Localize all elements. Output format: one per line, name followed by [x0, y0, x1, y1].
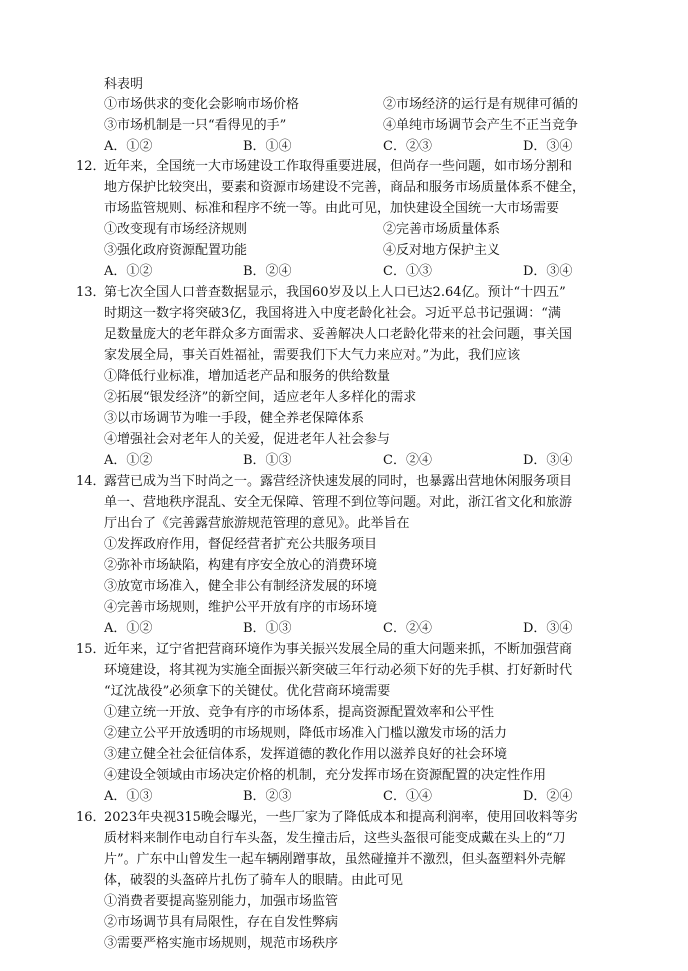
option-2: ②市场经济的运行是有规律可循的 — [383, 97, 579, 112]
option-4: ④单纯市场调节会产生不正当竞争 — [383, 118, 579, 133]
option-3: ③以市场调节为唯一手段，健全养老保障体系 — [104, 411, 365, 426]
answer-choice-c: C．①④ — [383, 789, 432, 804]
question-stem-line: 2023年央视315晚会曝光，一些厂家为了降低成本和提高利润率，使用回收料等劣 — [104, 810, 578, 825]
question-stem-line: “辽沈战役”必须拿下的关键仗。优化营商环境需要 — [104, 684, 391, 699]
answer-choice-b: B．①④ — [243, 139, 292, 154]
answer-choice-c: C．②④ — [383, 453, 432, 468]
option-3: ③强化政府资源配置功能 — [104, 243, 248, 258]
question-11-continuation: 科表明 — [104, 77, 144, 92]
option-2: ②拓展“银发经济”的新空间，适应老年人多样化的需求 — [104, 390, 417, 405]
option-3: ③需要严格实施市场规则，规范市场秩序 — [104, 936, 339, 951]
question-stem-line: 足数量庞大的老年群众多方面需求、妥善解决人口老龄化带来的社会问题，事关国 — [104, 327, 573, 342]
question-stem-line: 近年来，全国统一大市场建设工作取得重要进展，但尚存一些问题，如市场分割和 — [104, 159, 573, 174]
answer-choice-a: A．①② — [104, 453, 153, 468]
option-3: ③建立健全社会征信体系，发挥道德的教化作用以滋养良好的社会环境 — [104, 747, 508, 762]
question-stem-line: 单一、营地秩序混乱、安全无保障、管理不到位等问题。对此，浙江省文化和旅游 — [104, 495, 573, 510]
question-stem-line: 家发展全局，事关百姓福祉，需要我们下大气力来应对。”为此，我们应该 — [104, 348, 521, 363]
answer-choice-d: D．③④ — [523, 264, 573, 279]
option-2: ②完善市场质量体系 — [383, 222, 501, 237]
option-4: ④反对地方保护主义 — [383, 243, 501, 258]
question-stem-line: 环境建设，将其视为实施全面振兴新突破三年行动必须下好的先手棋、打好新时代 — [104, 663, 573, 678]
option-4: ④增强社会对老年人的关爱，促进老年人社会参与 — [104, 432, 391, 447]
option-3: ③市场机制是一只“看得见的手” — [104, 118, 287, 133]
answer-choice-b: B．①③ — [243, 621, 292, 636]
question-stem-line: 近年来，辽宁省把营商环境作为事关振兴发展全局的重大问题来抓，不断加强营商 — [104, 642, 573, 657]
question-stem-line: 体，破裂的头盔碎片扎伤了骑车人的眼睛。由此可见 — [104, 873, 404, 888]
question-number: 16． — [76, 810, 106, 825]
question-stem-line: 片”。广东中山曾发生一起车辆剐蹭事故，虽然碰撞并不激烈，但头盔塑料外壳解 — [104, 852, 566, 867]
answer-choice-c: C．②③ — [383, 139, 432, 154]
question-stem-line: 地方保护比较突出，要素和资源市场建设不完善，商品和服务市场质量体系不健全， — [104, 180, 586, 195]
answer-choice-a: A．①② — [104, 139, 153, 154]
answer-choice-c: C．①③ — [383, 264, 432, 279]
answer-choice-a: A．①③ — [104, 789, 153, 804]
question-stem-line: 质材料来制作电动自行车头盔，发生撞击后，这些头盔很可能变成戴在头上的“刀 — [104, 831, 566, 846]
answer-choice-b: B．②③ — [243, 789, 292, 804]
answer-choice-d: D．③④ — [523, 139, 573, 154]
option-1: ①降低行业标准，增加适老产品和服务的供给数量 — [104, 369, 391, 384]
question-stem-line: 市场监管规则、标准和程序不统一等。由此可见，加快建设全国统一大市场需要 — [104, 201, 560, 216]
option-2: ②弥补市场缺陷，构建有序安全放心的消费环境 — [104, 558, 378, 573]
answer-choice-d: D．②④ — [523, 789, 573, 804]
answer-choice-b: B．②④ — [243, 264, 292, 279]
answer-choice-b: B．①③ — [243, 453, 292, 468]
option-1: ①建立统一开放、竞争有序的市场体系，提高资源配置效率和公平性 — [104, 705, 495, 720]
option-2: ②市场调节具有局限性，存在自发性弊病 — [104, 915, 339, 930]
question-number: 12． — [76, 159, 106, 174]
question-number: 14． — [76, 474, 106, 489]
option-4: ④完善市场规则，维护公平开放有序的市场环境 — [104, 600, 378, 615]
question-stem-line: 时期这一数字将突破3亿，我国将进入中度老龄化社会。习近平总书记强调：“满 — [104, 306, 561, 321]
option-3: ③放宽市场准入，健全非公有制经济发展的环境 — [104, 579, 378, 594]
option-1: ①市场供求的变化会影响市场价格 — [104, 97, 300, 112]
option-1: ①改变现有市场经济规则 — [104, 222, 248, 237]
question-number: 13． — [76, 285, 106, 300]
question-stem-line: 第七次全国人口普查数据显示，我国60岁及以上人口已达2.64亿。预计“十四五” — [104, 285, 566, 300]
option-4: ④建设全领域由市场决定价格的机制，充分发挥市场在资源配置的决定性作用 — [104, 768, 547, 783]
question-number: 15． — [76, 642, 106, 657]
option-1: ①消费者要提高鉴别能力，加强市场监管 — [104, 894, 339, 909]
answer-choice-a: A．①② — [104, 621, 153, 636]
answer-choice-a: A．①② — [104, 264, 153, 279]
option-1: ①发挥政府作用，督促经营者扩充公共服务项目 — [104, 537, 378, 552]
answer-choice-d: D．③④ — [523, 453, 573, 468]
question-stem-line: 厅出台了《完善露营旅游规范管理的意见》。此举旨在 — [104, 516, 410, 531]
answer-choice-d: D．③④ — [523, 621, 573, 636]
option-2: ②建立公平开放透明的市场规则，降低市场准入门槛以激发市场的活力 — [104, 726, 508, 741]
question-stem-line: 露营已成为当下时尚之一。露营经济快速发展的同时，也暴露出营地休闲服务项目 — [104, 474, 573, 489]
answer-choice-c: C．②④ — [383, 621, 432, 636]
